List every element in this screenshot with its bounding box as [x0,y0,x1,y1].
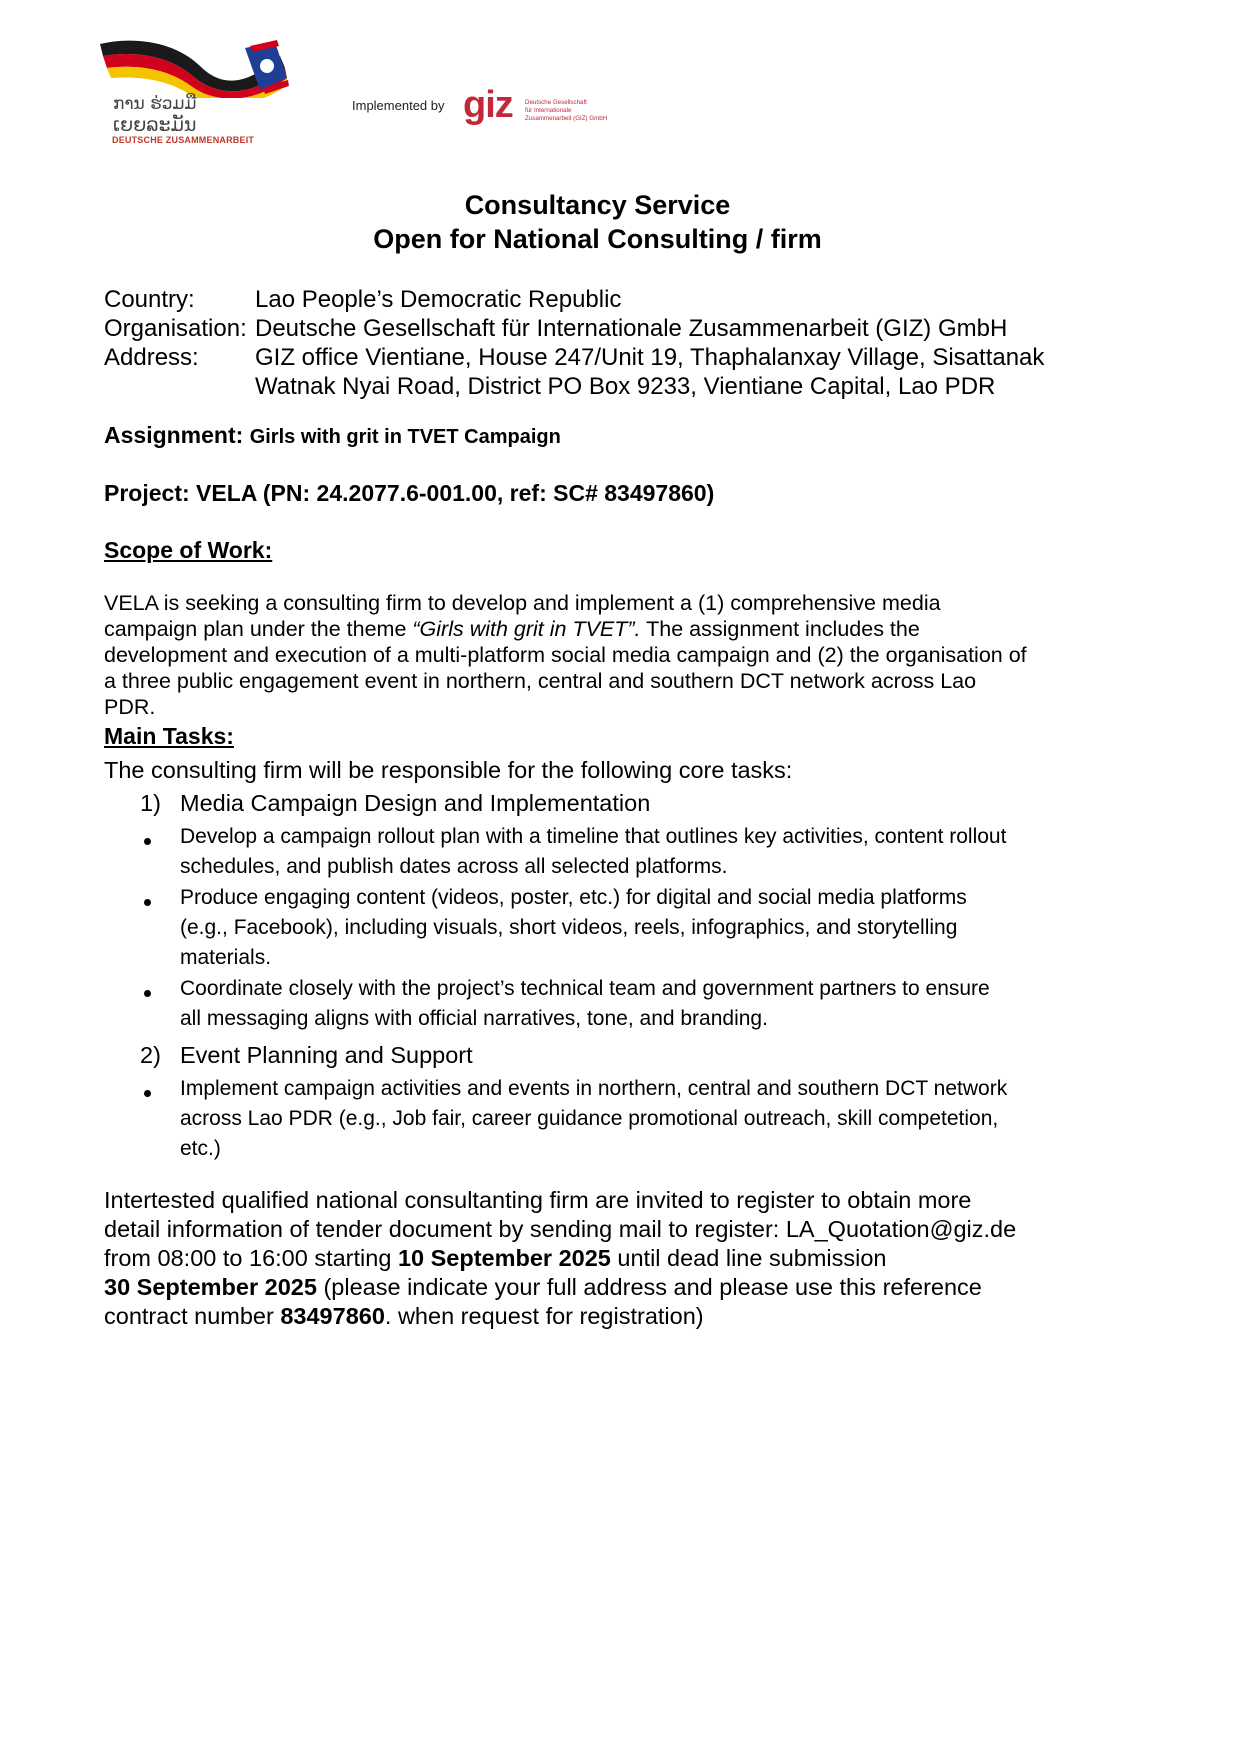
giz-logo-caption: Deutsche Gesellschaft für Internationale Zusammenarbeit (GIZ) GmbH [525,99,608,122]
scope-line: a three public engagement event in northern, central and southern DCT network across Lao [104,669,977,693]
closing-line: Intertested qualified national consultanting firm are invited to register to obtain more [104,1187,972,1213]
section-2-number: 2) [140,1042,161,1068]
address-line-1: GIZ office Vientiane, House 247/Unit 19, Thaphalanxay Village, Sisattanak [255,344,1045,371]
logo-lao-text: ການ ຮ່ວມມື ເຍຍລະມັນ [113,94,197,136]
scope-line: development and execution of a multi-platform social media campaign and (2) the organisation of [104,643,1027,667]
section-1-title: Media Campaign Design and Implementation [180,790,651,816]
scope-heading: Scope of Work: [104,537,273,563]
bullet-icon [144,990,151,997]
implemented-by-label: Implemented by [352,98,445,113]
closing-line: from 08:00 to 16:00 starting 10 September 2025 until dead line submission [104,1245,887,1271]
scope-paragraph [104,590,1104,720]
closing-line: 30 September 2025 (please indicate your full address and please use this reference [104,1274,982,1300]
logo-caption: DEUTSCHE ZUSAMMENARBEIT [112,135,255,145]
bullet-icon [144,899,151,906]
main-tasks-heading: Main Tasks: [104,723,234,749]
section-2-title: Event Planning and Support [180,1042,473,1068]
giz-logo: giz [463,84,513,126]
scope-line: PDR. [104,695,156,719]
project-line: Project: VELA (PN: 24.2077.6-001.00, ref: SC# 83497860) [104,480,715,506]
task-bullet-2: Produce engaging content (videos, poster, etc.) for digital and social media platforms (e.g., Facebook), including visuals, short videos, reels, infographics, and storytelling materials. [180,886,967,969]
address-label: Address: [104,344,199,371]
title-line-1: Consultancy Service [464,190,731,220]
deadline-date: 30 September 2025 [104,1274,317,1300]
assignment-label: Assignment: [104,422,244,448]
country-value: Lao People’s Democratic Republic [255,286,622,313]
task-bullet-4: Implement campaign activities and events in northern, central and southern DCT network across Lao PDR (e.g., Job fair, career guidance promotional outreach, skill competetion, etc.) [180,1077,1008,1160]
closing-line: contract number 83497860. when request for registration) [104,1303,704,1329]
task-bullet-1: Develop a campaign rollout plan with a timeline that outlines key activities, content rollout schedules, and publish dates across all selected platforms. [180,825,1007,878]
bullet-icon [144,838,151,845]
title-line-2: Open for National Consulting / firm [373,224,822,254]
scope-line: VELA is seeking a consulting firm to develop and implement a (1) comprehensive media [104,591,941,615]
bullet-icon [144,1090,151,1097]
address-line-2: Watnak Nyai Road, District PO Box 9233, Vientiane Capital, Lao PDR [255,373,996,400]
registration-paragraph [104,1186,1114,1331]
task-bullet-3: Coordinate closely with the project’s technical team and government partners to ensure all messaging aligns with official narratives, tone, and branding. [180,977,990,1030]
organisation-value: Deutsche Gesellschaft für Internationale Zusammenarbeit (GIZ) GmbH [255,315,1008,342]
closing-line: detail information of tender document by sending mail to register: LA_Quotation@giz.de [104,1216,1017,1242]
assignment [104,422,561,449]
scope-line: campaign plan under the theme “Girls with grit in TVET”. The assignment includes the [104,617,920,641]
start-date: 10 September 2025 [397,1245,611,1271]
country-label: Country: [104,286,195,313]
section-1-number: 1) [140,790,161,816]
organisation-label: Organisation: [104,315,247,342]
contract-number: 83497860 [280,1303,385,1329]
main-tasks-intro: The consulting firm will be responsible for the following core tasks: [104,757,793,783]
page-title [0,188,1195,256]
flag-ribbon-icon [95,38,295,98]
assignment-value: Girls with grit in TVET Campaign [249,426,561,448]
